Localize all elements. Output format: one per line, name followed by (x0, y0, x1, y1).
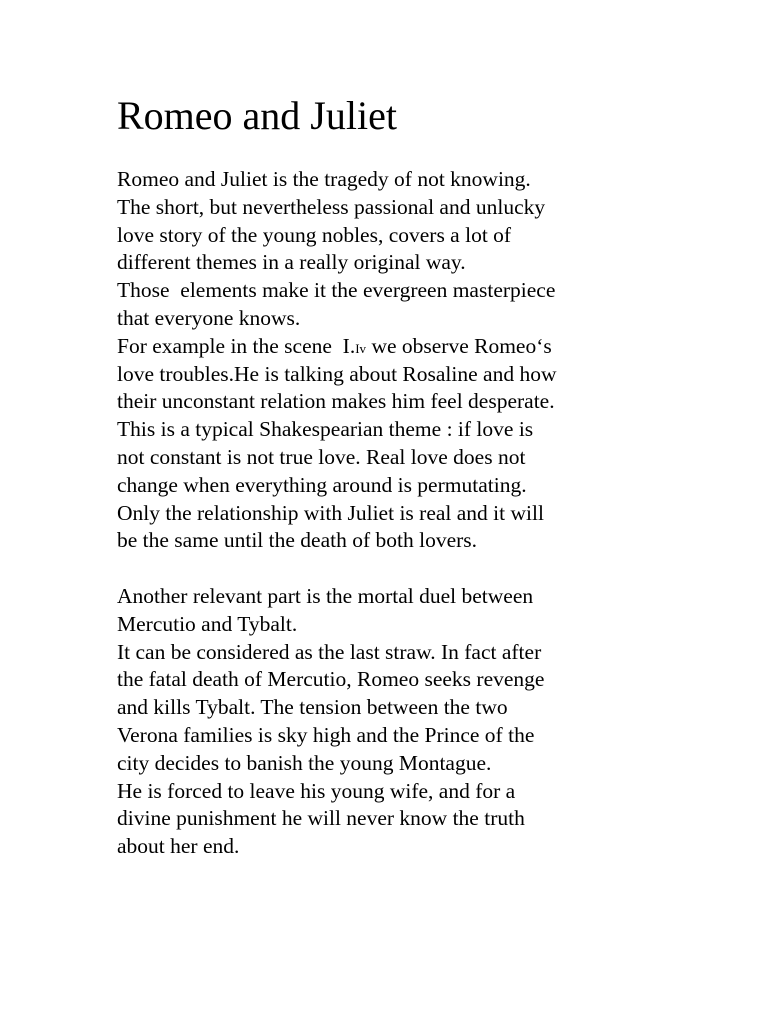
text-line: He is forced to leave his young wife, and for a (117, 778, 516, 803)
text-line: about her end. (117, 834, 240, 859)
text-line: love troubles.He is talking about Rosaline and how (117, 361, 557, 386)
paragraph-2 (117, 583, 677, 861)
paragraph-spacer (117, 555, 677, 583)
text-line: the fatal death of Mercutio, Romeo seeks revenge (117, 667, 545, 692)
text-line: their unconstant relation makes him feel desperate. (117, 389, 555, 414)
text-line: city decides to banish the young Montague. (117, 750, 492, 775)
text-line: Those elements make it the evergreen masterpiece (117, 278, 556, 303)
text-line: different themes in a really original way. (117, 250, 466, 275)
text-line: It can be considered as the last straw. In fact after (117, 639, 542, 664)
text-line: not constant is not true love. Real love does not (117, 444, 526, 469)
text-line: divine punishment he will never know the truth (117, 806, 525, 831)
text-line: Romeo and Juliet is the tragedy of not knowing. (117, 167, 531, 191)
text-line: change when everything around is permutating. (117, 472, 527, 497)
scene-reference-small: Iv (355, 340, 367, 356)
text-line: The short, but nevertheless passional and unlucky (117, 194, 546, 219)
text-line: love story of the young nobles, covers a lot of (117, 222, 512, 247)
text-line: Another relevant part is the mortal duel between (117, 583, 534, 608)
text-line: and kills Tybalt. The tension between the two (117, 695, 508, 720)
document-body (117, 166, 677, 861)
document-title: Romeo and Juliet (117, 93, 397, 138)
text-line: be the same until the death of both lovers. (117, 528, 478, 553)
text-line: that everyone knows. (117, 305, 301, 330)
scene-line-prefix: For example in the scene I. (117, 333, 356, 358)
text-line: This is a typical Shakespearian theme : if love is (117, 417, 534, 442)
text-line: Verona families is sky high and the Prince of the (117, 722, 535, 747)
scene-line-suffix: we observe Romeo‘s (366, 333, 552, 358)
text-line: Mercutio and Tybalt. (117, 611, 298, 636)
text-line: Only the relationship with Juliet is real and it will (117, 500, 544, 525)
scene-reference-line (117, 333, 677, 361)
paragraph-1 (117, 166, 677, 555)
